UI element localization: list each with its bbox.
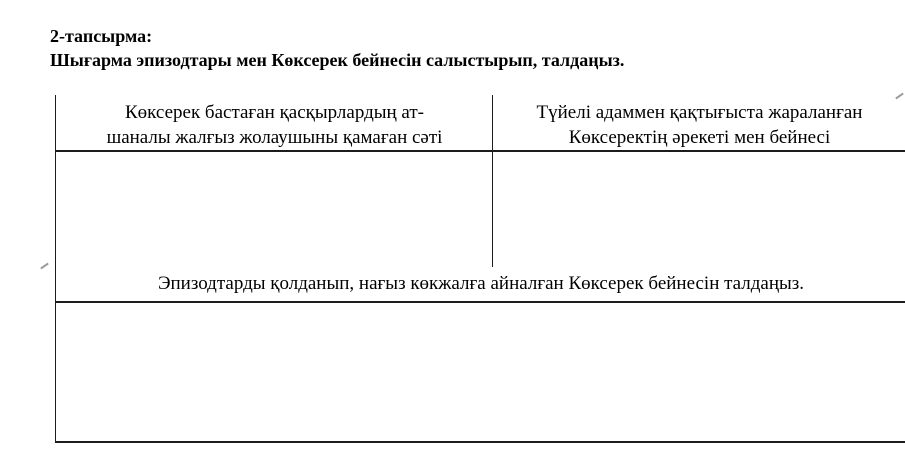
header-col1-line1: Көксерек бастаған қасқырлардың ат- [124,102,425,123]
table-header-col2 [493,100,905,150]
table-header-col1 [56,100,493,150]
task-instruction: Шығарма эпизодтары мен Көксерек бейнесін салыстырып, талдаңыз. [50,50,625,70]
answer-cell-bottom[interactable] [56,301,905,443]
task-number: 2-тапсырма: [50,26,153,46]
header-col1-line2: шаналы жалғыз жолаушыны қамаған сәті [106,127,443,148]
answer-cell-right[interactable] [493,150,905,267]
answer-cell-left[interactable] [56,150,493,267]
merged-row-instruction: Эпизодтарды қолданып, нағыз көкжалға айналған Көксерек бейнесін талдаңыз. [157,273,805,294]
task-heading [50,24,624,72]
comparison-table [55,95,905,443]
header-col2-line1: Түйелі адаммен қақтығыста жараланған [536,102,863,123]
row-boundary-mark-left [40,263,49,270]
header-col2-line2: Көксеректің әрекеті мен бейнесі [568,127,831,148]
